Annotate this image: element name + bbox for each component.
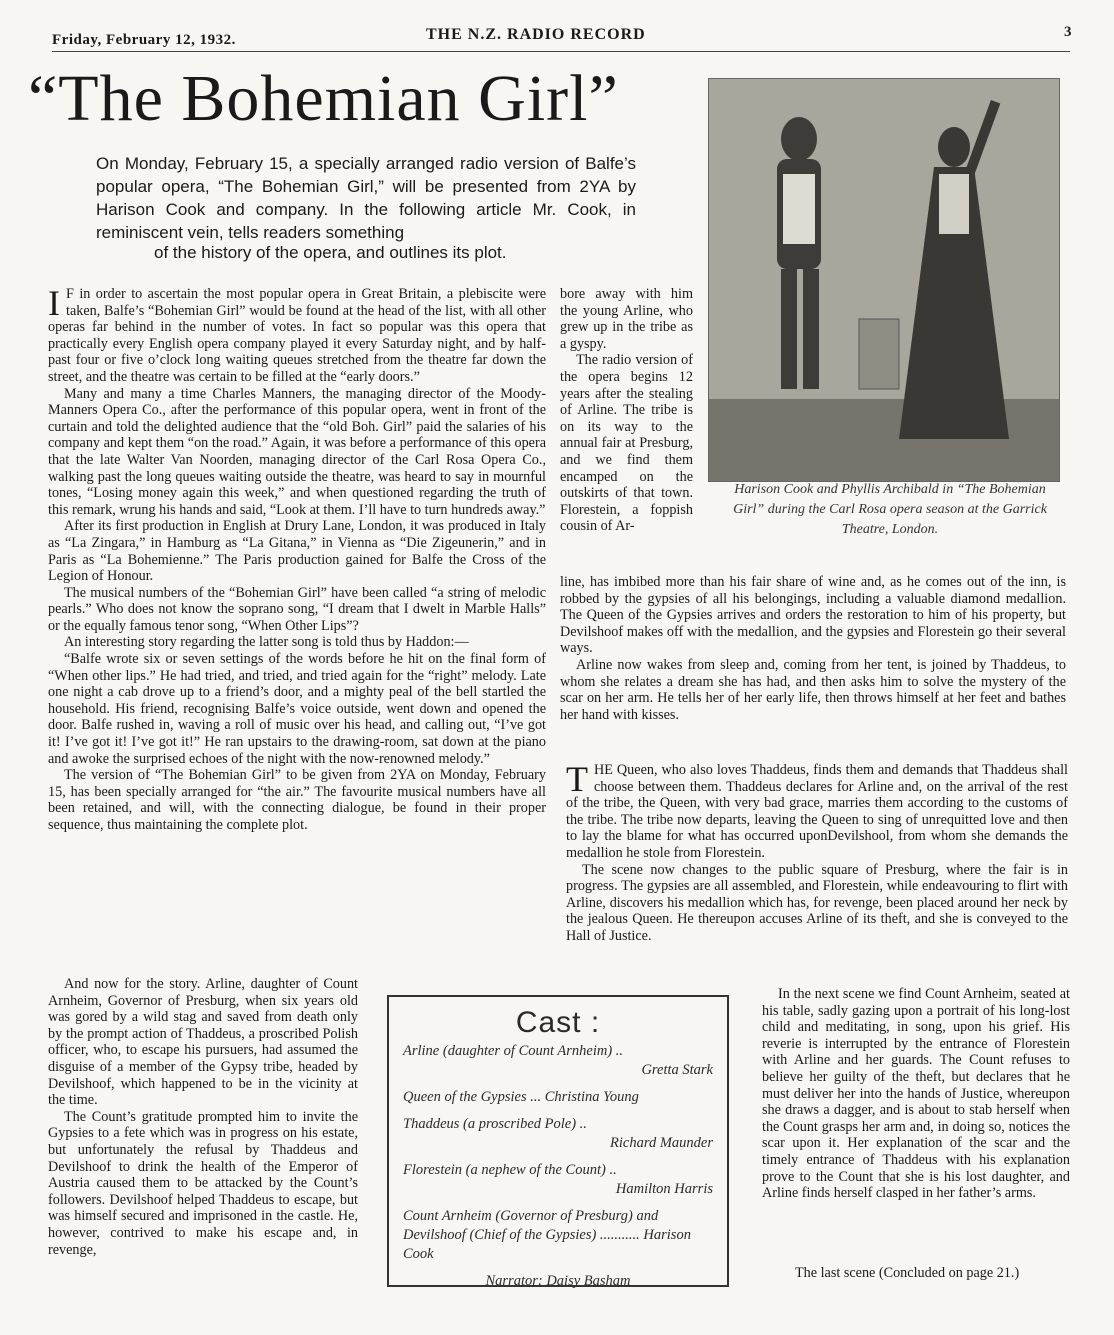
paragraph: The version of “The Bohemian Girl” to be given from 2YA on Monday, February 15, has been specially arranged for “the air.” The favourite musical numbers have all been retained, and will, with the connecting dialogue, be found in their proper sequence, thus maintaining the complete plot. bbox=[48, 767, 546, 833]
paragraph: line, has imbibed more than his fair share of wine and, as he comes out of the inn, is robbed by the gypsies of all his belongings, including a valuable diamond medallion. The Queen of the Gypsies arrives and orders the restoration to him of his property, but Devilshoof makes off with the medallion, and the gypsies and Florestein go their several ways. bbox=[560, 574, 1066, 657]
continuation-line: The last scene (Concluded on page 21.) bbox=[795, 1265, 1020, 1281]
performers-photo bbox=[708, 78, 1060, 482]
article-title: “The Bohemian Girl” bbox=[28, 62, 619, 135]
paragraph: The scene now changes to the public square of Presburg, where the fair is in progress. The gypsies are all assembled, and Florestein, while endeavouring to flirt with Arline, discovers his medallion which has, for revenge, been placed around her neck by the jealous Queen. He thereupon accuses Arline of its theft, and she is conveyed to the Hall of Justice. bbox=[566, 861, 1068, 944]
cast-item: Thaddeus (a proscribed Pole) .. Richard Maunder bbox=[403, 1116, 713, 1151]
paragraph: The musical numbers of the “Bohemian Girl” have been called “a string of melodic pearls.” Who does not know the soprano song, “I dream that I dwelt in Marble Halls” or the equally famous tenor song, “When Other Lips”? bbox=[48, 584, 546, 634]
header-rule bbox=[52, 51, 1070, 52]
drop-cap: I bbox=[48, 283, 60, 323]
paragraph: The radio version of the opera begins 12 years after the stealing of Arline. The tribe is on its way to the annual fair at Presburg, and we find them encamped on the outskirts of that town. Florestein, a foppish cousin of Ar- bbox=[560, 352, 693, 535]
paragraph: I F in order to ascertain the most popular opera in Great Britain, a plebiscite were taken, Balfe’s “Bohemian Girl” would be found at the head of the list, with all other operas far behind in the number of votes. In fact so popular was this opera that practically every English opera company played it every Saturday night, and by half-past four or five o’clock long waiting queues stretched from the theatre far down the street, and the theatre was certain to be filled at the “early doors.” bbox=[48, 283, 546, 385]
article-column-2-wide bbox=[560, 574, 1066, 723]
cast-item: Arline (daughter of Count Arnheim) .. Gretta Stark bbox=[403, 1043, 713, 1078]
article-intro: On Monday, February 15, a specially arranged radio version of Balfe’s popular opera, “The Bohemian Girl,” will be presented from 2YA by Harison Cook and company. In the following article Mr. Cook, in reminiscent vein, tells readers something bbox=[96, 154, 636, 242]
paragraph: In the next scene we find Count Arnheim, seated at his table, sadly gazing upon a portrait of his long-lost child and meditating, in song, upon his grief. His reverie is interrupted by the entrance of Florestein with Arline and her guards. The Count refuses to believe her guilty of the theft, but declares that he must deliver her into the hands of Justice, whereupon she draws a dagger, and is about to stab herself when the Count grasps her arm and, in doing so, notices the scar upon it. Her explanation of the scar and the timely entrance of Thaddeus with his explanation prove to the Count that she is his lost daughter, and Arline finds herself clasped in her father’s arms. bbox=[762, 986, 1070, 1202]
paragraph: The Count’s gratitude prompted him to invite the Gypsies to a fete which was in progress on his estate, but unfortunately the refusal by Thaddeus and Devilshoof to drink the health of the Emperor of Austria caused them to be attacked by the Count’s followers. Devilshoof helped Thaddeus to escape, but was himself secured and imprisoned in the castle. He, however, contrived to make his escape and, in revenge, bbox=[48, 1108, 358, 1258]
article-column-5 bbox=[762, 986, 1070, 1202]
cast-item: Narrator: Daisy Basham bbox=[485, 1273, 631, 1289]
drop-cap: T bbox=[566, 759, 588, 799]
article-column-4 bbox=[566, 759, 1068, 945]
page-header bbox=[52, 24, 1072, 50]
article-column-1 bbox=[48, 283, 546, 834]
paragraph: Arline now wakes from sleep and, coming from her tent, is joined by Thaddeus, to whom she relates a dream she has had, and then asks him to solve the mystery of the scar on her arm. He tells her of her early life, then throws himself at her feet and bathes her hand with kisses. bbox=[560, 656, 1066, 723]
cast-item: Count Arnheim (Governor of Presburg) and Devilshoof (Chief of the Gypsies) ........... Harison Cook bbox=[403, 1208, 691, 1262]
article-column-3 bbox=[48, 976, 358, 1258]
article-intro-last-line: of the history of the opera, and outlines its plot. bbox=[154, 243, 507, 262]
cast-item: Florestein (a nephew of the Count) .. Hamilton Harris bbox=[403, 1162, 713, 1197]
cast-title: Cast : bbox=[515, 1006, 601, 1039]
paragraph: After its first production in English at Drury Lane, London, it was produced in Italy as “La Zingara,” in Hamburg as “La Gitana,” in Vienna as “Die Zigeunerin,” and in Paris as “La Bohemienne.” The Paris production gained for Balfe the Cross of the Legion of Honour. bbox=[48, 518, 546, 585]
article-column-2-narrow bbox=[560, 286, 693, 535]
photo-caption: Harison Cook and Phyllis Archibald in “The Bohemian Girl” during the Carl Rosa opera season at the Garrick Theatre, London. bbox=[733, 482, 1047, 537]
issue-date: Friday, February 12, 1932. bbox=[52, 32, 236, 48]
page-number: 3 bbox=[1064, 24, 1072, 40]
paragraph: And now for the story. Arline, daughter of Count Arnheim, Governor of Presburg, when six years old was gored by a wild stag and saved from death only by the prompt action of Thaddeus, a proscribed Polish officer, who, to escape his pursuers, had assumed the disguise of a member of the Gypsy tribe, headed by Devilshoof, which happened to be in the vicinity at the time. bbox=[48, 976, 358, 1109]
cast-box bbox=[387, 995, 729, 1287]
paragraph: An interesting story regarding the latter song is told thus by Haddon:— bbox=[64, 634, 469, 651]
paragraph: THE Queen, who also loves Thaddeus, finds them and demands that Thaddeus shall choose between them. Thaddeus declares for Arline and, on the arrival of the rest of the tribe, the Queen, with very bad grace, marries them according to the customs of the tribe. The tribe now departs, leaving the Queen to sing of unrequitted love and then to lay the blame for what has occurred uponDevilshool, from whom she demands the medallion he stole from Florestein. bbox=[566, 759, 1068, 861]
paragraph: bore away with him the young Arline, who grew up in the tribe as a gyspy. bbox=[560, 286, 693, 352]
paragraph: Many and many a time Charles Manners, the managing director of the Moody-Manners Opera Co., after the performance of this popular opera, went in front of the curtain and told the delighted audience that the “old Boh. Girl” paid the salaries of his company and kept them “on the road.” Again, it was before a performance of this opera that the late Walter Van Noorden, managing director of the Carl Rosa Opera Co., walking past the long queues waiting outside the theatre, was heard to say in mournful tones, “Losing money again this week,” and when questioned regarding the truth of this remark, wrung his hands and said, “Look at them. I’ll have to turn hundreds away.” bbox=[48, 385, 546, 518]
cast-item: Queen of the Gypsies ... Christina Young bbox=[403, 1089, 639, 1105]
paragraph: “Balfe wrote six or seven settings of the words before he hit on the final form of “When other lips.” He had tried, and tried, and tried again for the “right” melody. Late one night a cab drove up to a friend’s door, and a mighty peal of the bell startled the household. His friend, recognising Balfe’s voice outside, went down and opened the door. Balfe rushed in, waving a roll of music over his head, and calling out, “I’ve got it! I’ve got it! I’ve got it!” He ran upstairs to the drawing-room, sat down at the piano and awoke the surprised echoes of the night with the now-renowned melody.” bbox=[48, 651, 546, 767]
publication-name: THE N.Z. RADIO RECORD bbox=[426, 26, 646, 43]
